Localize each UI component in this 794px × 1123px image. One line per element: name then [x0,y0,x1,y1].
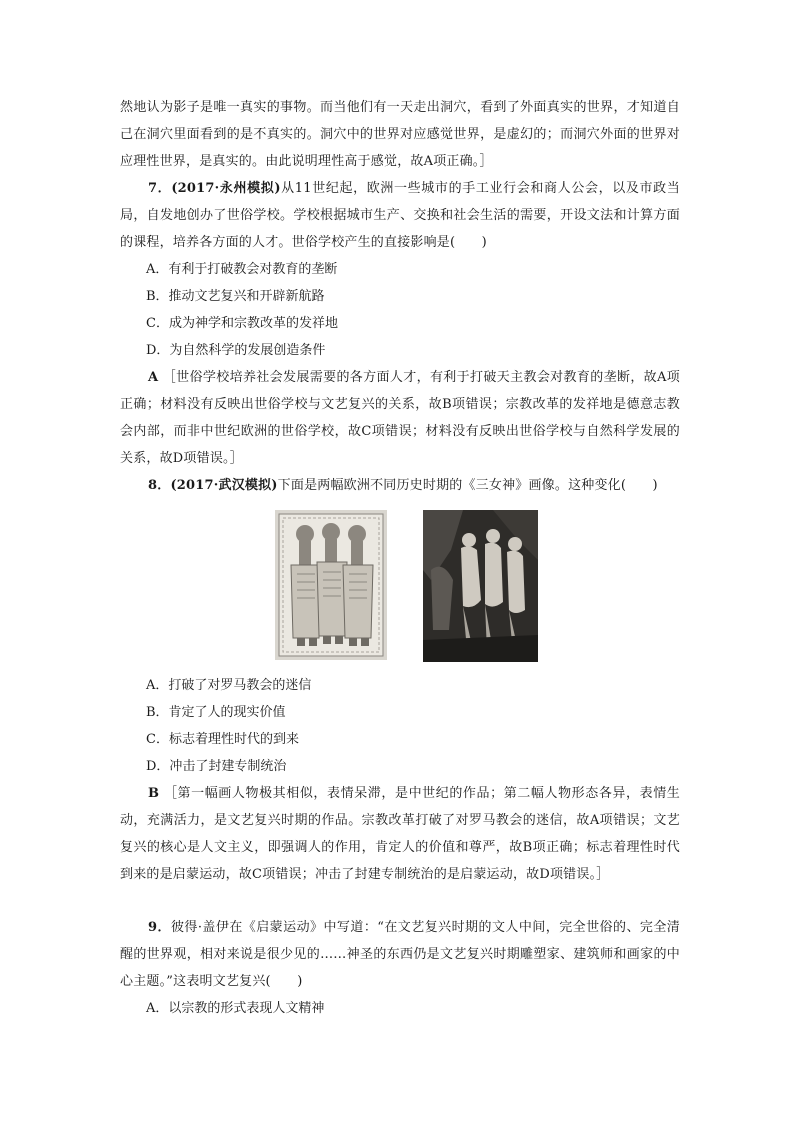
question-8-answer [120,780,680,888]
question-9-stem: 彼得·盖伊在《启蒙运动》中写道：“在文艺复兴时期的文人中间，完全世俗的、完全清醒的世界观，相对来说是很少见的……神圣的东西仍是文艺复兴时期雕塑家、建筑师和画家的中心主题。”这表明文艺复兴( ) [120,920,680,989]
question-8-option-a: A．打破了对罗马教会的迷信 [146,678,312,693]
question-8-explanation: ［第一幅画人物极其相似，表情呆滞，是中世纪的作品；第二幅人物形态各异，表情生动，充满活力，是文艺复兴时期的作品。宗教改革打破了对罗马教会的迷信，故A项错误；文艺复兴的核心是人文主义，即强调人的作用，肯定人的价值和尊严，故B项正确；标志着理性时代到来的是启蒙运动，故C项错误；冲击了封建专制统治的是启蒙运动，故D项错误。］ [120,786,680,882]
question-8-stem: 下面是两幅欧洲不同历史时期的《三女神》画像。这种变化( ) [277,478,658,493]
question-7-option-a: A．有利于打破教会对教育的垄断 [146,262,338,277]
question-9 [120,914,680,995]
question-7-stem: 从11世纪起，欧洲一些城市的手工业行会和商人公会，以及市政当局，自发地创办了世俗学校。学校根据城市生产、交换和社会生活的需要，开设文法和计算方面的课程，培养各方面的人才。世俗学校产生的直接影响是( ) [120,181,680,250]
question-7-answer-letter: A [148,370,159,385]
question-7-option-c: C．成为神学和宗教改革的发祥地 [146,316,338,331]
question-7-number: 7．(2017·永州模拟) [148,181,281,196]
question-9-option-a: A．以宗教的形式表现人文精神 [146,1001,325,1016]
question-8-option-c: C．标志着理性时代的到来 [146,732,299,747]
question-7 [120,175,680,256]
medieval-three-graces-image [275,510,387,660]
question-8 [120,472,680,499]
question-8-number: 8．(2017·武汉模拟) [148,478,278,493]
question-7-option-b: B．推动文艺复兴和开辟新航路 [146,289,325,304]
question-8-option-b: B．肯定了人的现实价值 [146,705,286,720]
renaissance-three-graces-image [423,510,538,662]
intro-paragraph: 然地认为影子是唯一真实的事物。而当他们有一天走出洞穴，看到了外面真实的世界，才知道自己在洞穴里面看到的是不真实的。洞穴中的世界对应感觉世界，是虚幻的；而洞穴外面的世界对应理性世界，是真实的。由此说明理性高于感觉，故A项正确。］ [120,100,680,169]
question-7-answer [120,364,680,472]
question-7-option-d: D．为自然科学的发展创造条件 [146,343,326,358]
question-8-answer-letter: B [148,786,160,801]
question-8-option-d: D．冲击了封建专制统治 [146,759,287,774]
question-7-explanation: ［世俗学校培养社会发展需要的各方面人才，有利于打破天主教会对教育的垄断，故A项正确；材料没有反映出世俗学校与文艺复兴的关系，故B项错误；宗教改革的发祥地是德意志教会内部，而非中世纪欧洲的世俗学校，故C项错误；材料没有反映出世俗学校与自然科学发展的关系，故D项错误。］ [120,370,680,466]
question-9-number: 9． [148,920,171,935]
